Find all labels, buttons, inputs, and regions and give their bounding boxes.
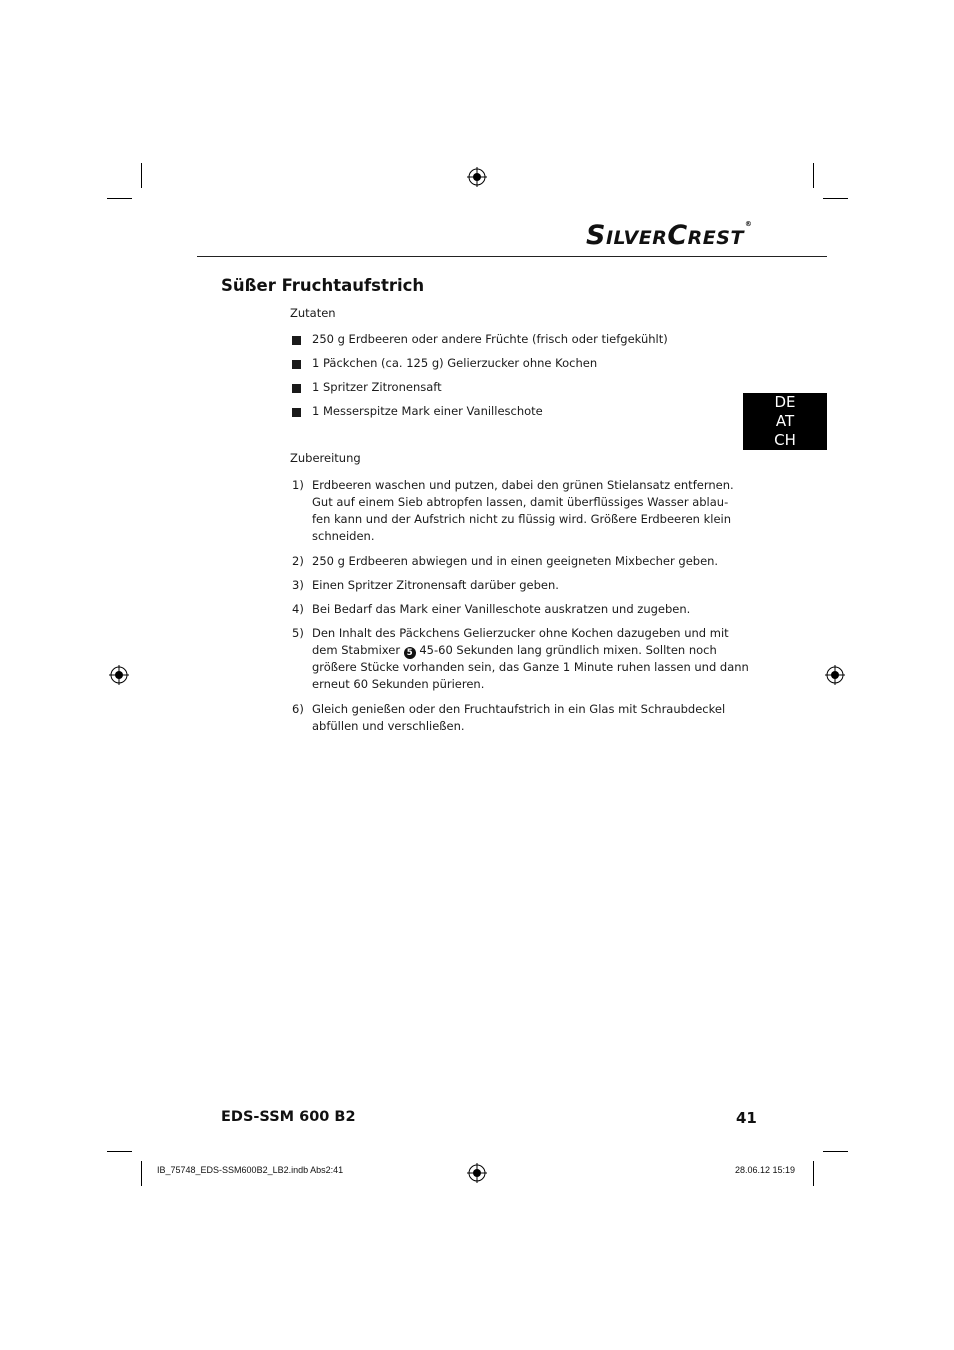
crop-mark	[141, 163, 142, 188]
registration-mark-icon	[467, 167, 487, 187]
ingredients-heading: Zutaten	[290, 306, 336, 320]
crop-mark	[107, 1151, 132, 1152]
registration-mark-icon	[825, 665, 845, 685]
footer-model-name: EDS-SSM 600 B2	[221, 1109, 356, 1125]
header-divider	[197, 256, 827, 257]
crop-mark	[107, 198, 132, 199]
brand-logo: SILVERCREST®	[586, 220, 753, 251]
print-slug-file: IB_75748_EDS-SSM600B2_LB2.indb Abs2:41	[157, 1165, 344, 1175]
bullet-square-icon	[292, 336, 301, 345]
crop-mark	[823, 1151, 848, 1152]
preparation-heading: Zubereitung	[290, 451, 361, 465]
print-slug-date: 28.06.12 15:19	[735, 1165, 796, 1175]
page-number: 41	[736, 1109, 757, 1127]
language-tab: DE AT CH	[743, 393, 827, 450]
crop-mark	[823, 198, 848, 199]
bullet-square-icon	[292, 384, 301, 393]
bullet-square-icon	[292, 408, 301, 417]
page-title: Süßer Fruchtaufstrich	[221, 276, 425, 295]
bullet-square-icon	[292, 360, 301, 369]
crop-mark	[813, 163, 814, 188]
crop-mark	[813, 1161, 814, 1186]
part-number-marker-icon: 5	[404, 647, 416, 659]
crop-mark	[141, 1161, 142, 1186]
registration-mark-icon	[109, 665, 129, 685]
registration-mark-icon	[467, 1163, 487, 1183]
